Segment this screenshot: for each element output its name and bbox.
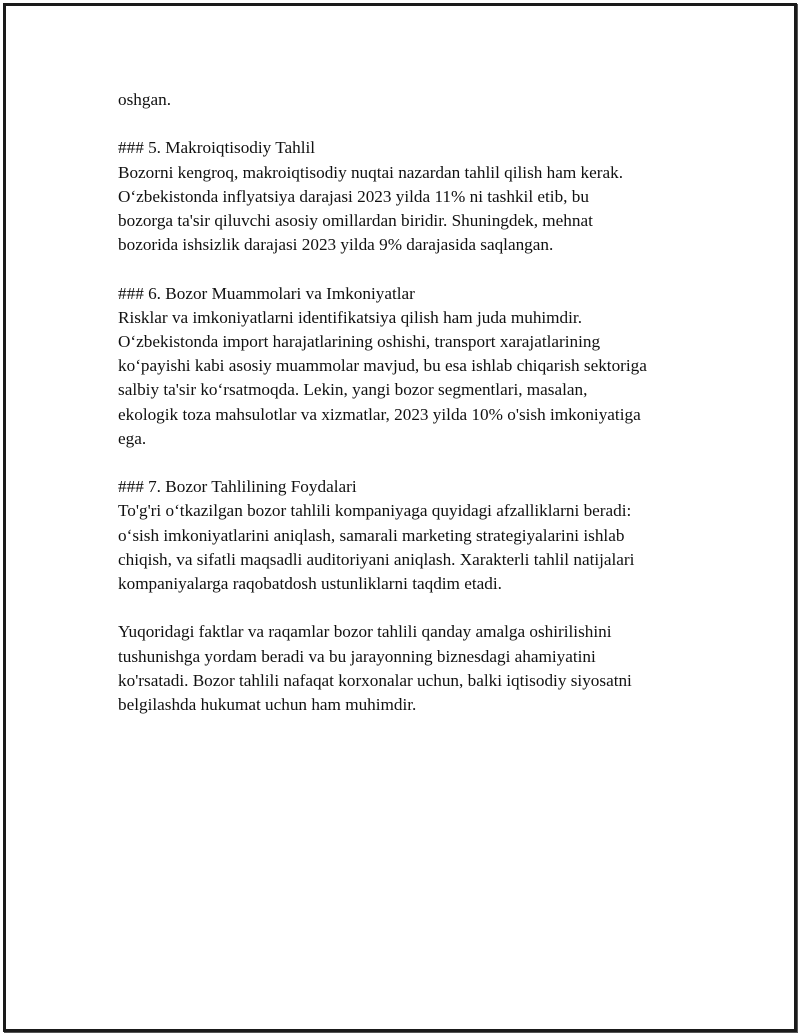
paragraph-continuation bbox=[118, 88, 708, 112]
text-line: tushunishga yordam beradi va bu jarayonning biznesdagi ahamiyatini bbox=[118, 646, 596, 666]
text-line: bozorga ta'sir qiluvchi asosiy omillardan biridir. Shuningdek, mehnat bbox=[118, 211, 593, 230]
text-line: ko‘payishi kabi asosiy muammolar mavjud, bu esa ishlab chiqarish sektoriga bbox=[118, 356, 647, 376]
text-line: Yuqoridagi faktlar va raqamlar bozor tahlili qanday amalga oshirilishini bbox=[118, 622, 612, 642]
text-line: ekologik toza mahsulotlar va xizmatlar, 2023 yilda 10% o'sish imkoniyatiga bbox=[118, 404, 641, 424]
text-line: o‘sish imkoniyatlarini aniqlash, samarali marketing strategiyalarini ishlab bbox=[118, 525, 625, 545]
text-line: Risklar va imkoniyatlarni identifikatsiya qilish ham juda muhimdir. bbox=[118, 307, 582, 327]
text-line: Bozorni kengroq, makroiqtisodiy nuqtai nazardan tahlil qilish ham kerak. bbox=[118, 162, 624, 182]
text-line: kompaniyalarga raqobatdosh ustunliklarni taqdim etadi. bbox=[118, 574, 502, 594]
text-line: O‘zbekistonda inflyatsiya darajasi 2023 yilda 11% ni tashkil etib, bu bbox=[118, 186, 589, 206]
section-market-analysis-benefits bbox=[118, 475, 708, 596]
text-line: bozorida ishsizlik darajasi 2023 yilda 9% darajasida saqlangan. bbox=[118, 235, 554, 255]
text-line: salbiy ta'sir ko‘rsatmoqda. Lekin, yangi bozor segmentlari, masalan, bbox=[118, 380, 588, 400]
text-line: chiqish, va sifatli maqsadli auditoriyani aniqlash. Xarakterli tahlil natijalari bbox=[118, 549, 635, 569]
paragraph-conclusion bbox=[118, 620, 708, 717]
section-macroeconomic-analysis bbox=[118, 136, 708, 257]
section-heading: ### 5. Makroiqtisodiy Tahlil bbox=[118, 138, 316, 158]
text-line: ega. bbox=[118, 428, 147, 448]
text-line: To'g'ri o‘tkazilgan bozor tahlili kompaniyaga quyidagi afzalliklarni beradi: bbox=[118, 501, 632, 521]
text-line: oshgan. bbox=[118, 90, 171, 109]
document-body bbox=[118, 88, 708, 741]
section-market-problems-opportunities bbox=[118, 282, 708, 451]
text-line: belgilashda hukumat uchun ham muhimdir. bbox=[118, 695, 417, 715]
text-line: ko'rsatadi. Bozor tahlili nafaqat korxonalar uchun, balki iqtisodiy siyosatni bbox=[118, 670, 632, 690]
text-line: O‘zbekistonda import harajatlarining oshishi, transport xarajatlarining bbox=[118, 332, 601, 351]
section-heading: ### 7. Bozor Tahlilining Foydalari bbox=[118, 477, 357, 497]
section-heading: ### 6. Bozor Muammolari va Imkoniyatlar bbox=[118, 283, 415, 303]
